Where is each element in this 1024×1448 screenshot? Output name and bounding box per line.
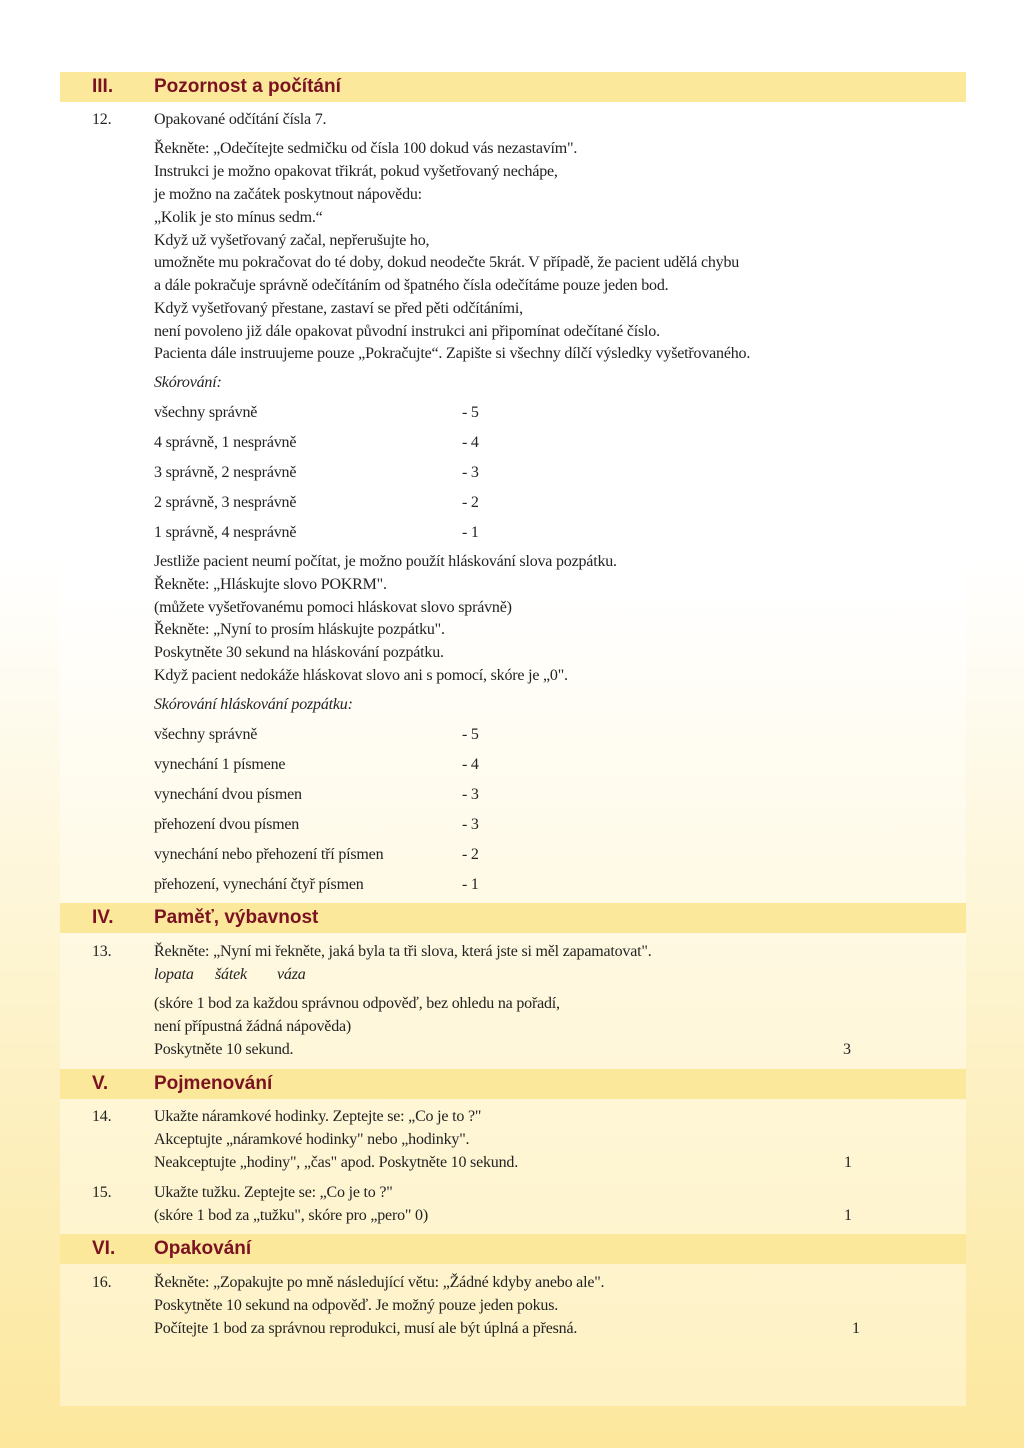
instruction-line: Instrukci je možno opakovat třikrát, pokud vyšetřovaný nechápe, bbox=[154, 163, 558, 180]
spelling-scoring-row-value: - 5 bbox=[462, 726, 479, 743]
item-score: 1 bbox=[852, 1320, 860, 1337]
instruction-line: Řekněte: „Nyní mi řekněte, jaká byla ta tři slova, která jste si měl zapamatovat". bbox=[154, 943, 652, 960]
scoring-row-label: 1 správně, 4 nesprávně bbox=[154, 524, 297, 541]
instruction-line: je možno na začátek poskytnout nápovědu: bbox=[154, 186, 422, 203]
scoring-row-value: - 5 bbox=[462, 404, 479, 421]
scoring-row-value: - 2 bbox=[462, 494, 479, 511]
spelling-scoring-row-label: vynechání 1 písmene bbox=[154, 756, 286, 773]
instruction-line: není přípustná žádná nápověda) bbox=[154, 1018, 352, 1035]
instruction-line: (skóre 1 bod za každou správnou odpověď, bez ohledu na pořadí, bbox=[154, 995, 560, 1012]
section-number: III. bbox=[92, 76, 114, 97]
spelling-line: Jestliže pacient neumí počítat, je možno použít hláskování slova pozpátku. bbox=[154, 553, 617, 570]
scoring-row-label: 2 správně, 3 nesprávně bbox=[154, 494, 297, 511]
section-header-attention bbox=[60, 72, 966, 102]
instruction-line: Neakceptujte „hodiny", „čas" apod. Poskytněte 10 sekund. bbox=[154, 1154, 518, 1171]
instruction-line: Poskytněte 10 sekund na odpověď. Je možný pouze jeden pokus. bbox=[154, 1297, 559, 1314]
scoring-row-label: všechny správně bbox=[154, 404, 258, 421]
spelling-scoring-row-label: přehození dvou písmen bbox=[154, 816, 300, 833]
scoring-row-value: - 1 bbox=[462, 524, 479, 541]
section-number: IV. bbox=[92, 907, 114, 928]
spelling-scoring-row-value: - 3 bbox=[462, 816, 479, 833]
scoring-label: Skórování: bbox=[154, 374, 222, 391]
spelling-scoring-row-label: všechny správně bbox=[154, 726, 258, 743]
instruction-line: Počítejte 1 bod za správnou reprodukci, musí ale být úplná a přesná. bbox=[154, 1320, 578, 1337]
item-number: 13. bbox=[92, 943, 112, 960]
recall-word: váza bbox=[277, 966, 306, 983]
spelling-line: Poskytněte 30 sekund na hláskování pozpátku. bbox=[154, 644, 444, 661]
item-number: 14. bbox=[92, 1108, 112, 1125]
instruction-line: Ukažte tužku. Zeptejte se: „Co je to ?" bbox=[154, 1184, 393, 1201]
instruction-line: není povoleno již dále opakovat původní instrukci ani připomínat odečítané číslo. bbox=[154, 323, 660, 340]
item-score: 3 bbox=[843, 1041, 851, 1058]
item-score: 1 bbox=[844, 1207, 852, 1224]
recall-word: šátek bbox=[215, 966, 247, 983]
section-title: Opakování bbox=[154, 1238, 252, 1259]
instruction-line: Akceptujte „náramkové hodinky" nebo „hodinky". bbox=[154, 1131, 470, 1148]
instruction-line: Pacienta dále instruujeme pouze „Pokračujte“. Zapište si všechny dílčí výsledky vyšetřovaného. bbox=[154, 345, 751, 362]
spelling-scoring-row-label: vynechání nebo přehození tří písmen bbox=[154, 846, 384, 863]
instruction-line: Ukažte náramkové hodinky. Zeptejte se: „Co je to ?" bbox=[154, 1108, 482, 1125]
section-header-memory bbox=[60, 903, 966, 933]
spelling-scoring-row-value: - 4 bbox=[462, 756, 479, 773]
spelling-scoring-label: Skórování hláskování pozpátku: bbox=[154, 696, 353, 713]
recall-word: lopata bbox=[154, 966, 194, 983]
spelling-scoring-row-value: - 2 bbox=[462, 846, 479, 863]
item-number: 12. bbox=[92, 111, 112, 128]
instruction-line: Řekněte: „Zopakujte po mně následující větu: „Žádné kdyby anebo ale". bbox=[154, 1274, 605, 1291]
section-title: Pojmenování bbox=[154, 1073, 273, 1094]
spelling-line: Řekněte: „Nyní to prosím hláskujte pozpátku". bbox=[154, 621, 445, 638]
section-title: Paměť, výbavnost bbox=[154, 907, 319, 928]
scoring-row-value: - 3 bbox=[462, 464, 479, 481]
spelling-line: (můžete vyšetřovanému pomoci hláskovat slovo správně) bbox=[154, 599, 512, 616]
scoring-row-label: 3 správně, 2 nesprávně bbox=[154, 464, 297, 481]
section-header-naming bbox=[60, 1069, 966, 1099]
spelling-line: Řekněte: „Hláskujte slovo POKRM". bbox=[154, 576, 387, 593]
section-number: VI. bbox=[92, 1238, 116, 1259]
spelling-scoring-row-value: - 3 bbox=[462, 786, 479, 803]
item-number: 15. bbox=[92, 1184, 112, 1201]
instruction-line: Řekněte: „Odečítejte sedmičku od čísla 100 dokud vás nezastavím". bbox=[154, 140, 578, 157]
scoring-row-label: 4 správně, 1 nesprávně bbox=[154, 434, 297, 451]
section-header-repetition bbox=[60, 1234, 966, 1264]
spelling-scoring-row-label: vynechání dvou písmen bbox=[154, 786, 302, 803]
instruction-line: (skóre 1 bod za „tužku", skóre pro „pero" 0) bbox=[154, 1207, 428, 1224]
spelling-scoring-row-value: - 1 bbox=[462, 876, 479, 893]
instruction-line: Poskytněte 10 sekund. bbox=[154, 1041, 294, 1058]
item-heading: Opakované odčítání čísla 7. bbox=[154, 111, 327, 128]
instruction-line: umožněte mu pokračovat do té doby, dokud neodečte 5krát. V případě, že pacient udělá chybu bbox=[154, 254, 740, 271]
instruction-line: Když už vyšetřovaný začal, nepřerušujte ho, bbox=[154, 232, 430, 249]
section-number: V. bbox=[92, 1073, 109, 1094]
scoring-row-value: - 4 bbox=[462, 434, 479, 451]
instruction-line: „Kolik je sto mínus sedm.“ bbox=[154, 209, 323, 226]
item-number: 16. bbox=[92, 1274, 112, 1291]
instruction-line: Když vyšetřovaný přestane, zastaví se před pěti odčítáními, bbox=[154, 300, 523, 317]
spelling-line: Když pacient nedokáže hláskovat slovo ani s pomocí, skóre je „0". bbox=[154, 667, 568, 684]
section-title: Pozornost a počítání bbox=[154, 76, 341, 97]
instruction-line: a dále pokračuje správně odečítáním od špatného čísla odečítáme pouze jeden bod. bbox=[154, 277, 669, 294]
item-score: 1 bbox=[844, 1154, 852, 1171]
spelling-scoring-row-label: přehození, vynechání čtyř písmen bbox=[154, 876, 364, 893]
